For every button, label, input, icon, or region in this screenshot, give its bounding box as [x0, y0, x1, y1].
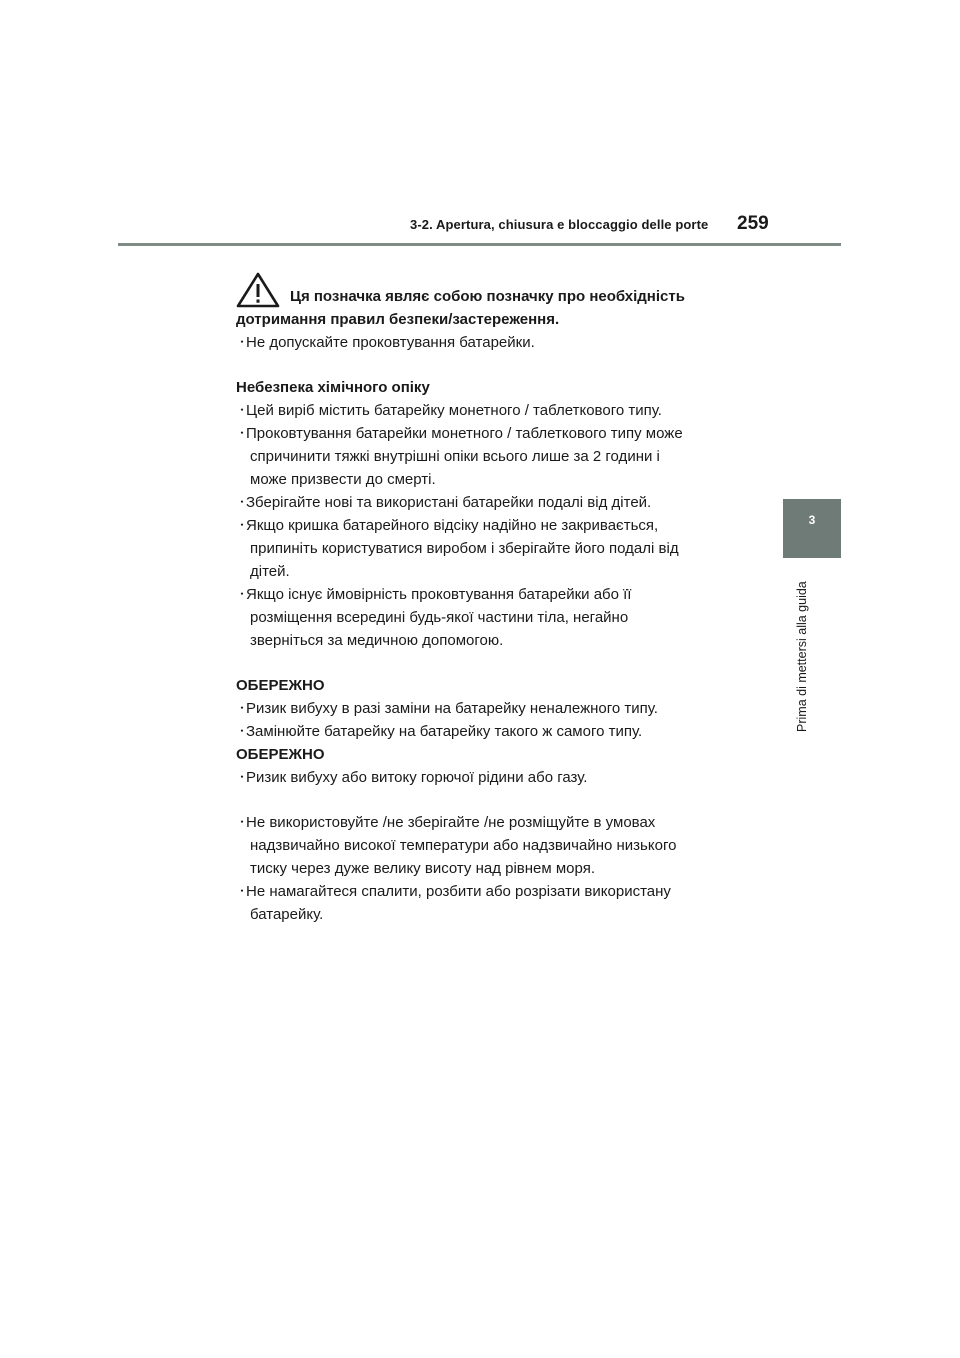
list-item-continuation: спричинити тяжкі внутрішні опіки всього лише за 2 години і [250, 448, 660, 465]
list-item: ・ Якщо існує ймовірність проковтування батарейки або її [236, 586, 632, 603]
list-item: ・ Якщо кришка батарейного відсіку надійно не закривається, [236, 517, 659, 534]
list-item-continuation: зверніться за медичною допомогою. [250, 632, 504, 649]
list-item-continuation: розміщення всередині будь-якої частини тіла, негайно [250, 609, 629, 626]
list-item-continuation: тиску через дуже велику висоту над рівнем моря. [250, 860, 595, 877]
warning-triangle-icon [236, 272, 280, 308]
list-item-continuation: дітей. [250, 563, 290, 580]
list-item: ・ Цей виріб містить батарейку монетного / таблеткового типу. [236, 402, 662, 419]
warning-title-line [236, 280, 726, 308]
list-item-continuation: батарейку. [250, 906, 324, 923]
page-content [236, 280, 726, 926]
chemical-burn-heading: Небезпека хімічного опіку [236, 379, 430, 396]
caution-heading: ОБЕРЕЖНО [236, 677, 325, 694]
list-item: ・ Не намагайтеся спалити, розбити або розрізати використану [236, 883, 671, 900]
list-item: ・ Зберігайте нові та використані батарейки подалі від дітей. [236, 494, 652, 511]
chapter-number: 3 [808, 513, 816, 527]
list-item-continuation: може призвести до смерті. [250, 471, 436, 488]
chapter-tab [783, 499, 841, 558]
list-item: ・ Ризик вибуху в разі заміни на батарейку неналежного типу. [236, 700, 658, 717]
warning-title-2: дотримання правил безпеки/застереження. [236, 311, 560, 328]
list-item: ・ Ризик вибуху або витоку горючої рідини або газу. [236, 769, 588, 786]
chapter-title: Prima di mettersi alla guida [795, 581, 809, 732]
list-item: ・ Не використовуйте /не зберігайте /не розміщуйте в умовах [236, 814, 656, 831]
section-title: 3-2. Apertura, chiusura e bloccaggio delle porte [410, 217, 709, 232]
warning-title-1: Ця позначка являє собою позначку про необхідність [290, 288, 685, 305]
header-divider [118, 243, 841, 246]
list-item-continuation: припиніть користуватися виробом і зберігайте його подалі від [250, 540, 679, 557]
page-number: 259 [737, 213, 769, 234]
list-item: ・ Замінюйте батарейку на батарейку такого ж самого типу. [236, 723, 643, 740]
list-item-continuation: надзвичайно високої температури або надзвичайно низького [250, 837, 677, 854]
list-item: ・ Проковтування батарейки монетного / таблеткового типу може [236, 425, 683, 442]
list-item: ・ Не допускайте проковтування батарейки. [236, 334, 535, 351]
caution-heading: ОБЕРЕЖНО [236, 746, 325, 763]
